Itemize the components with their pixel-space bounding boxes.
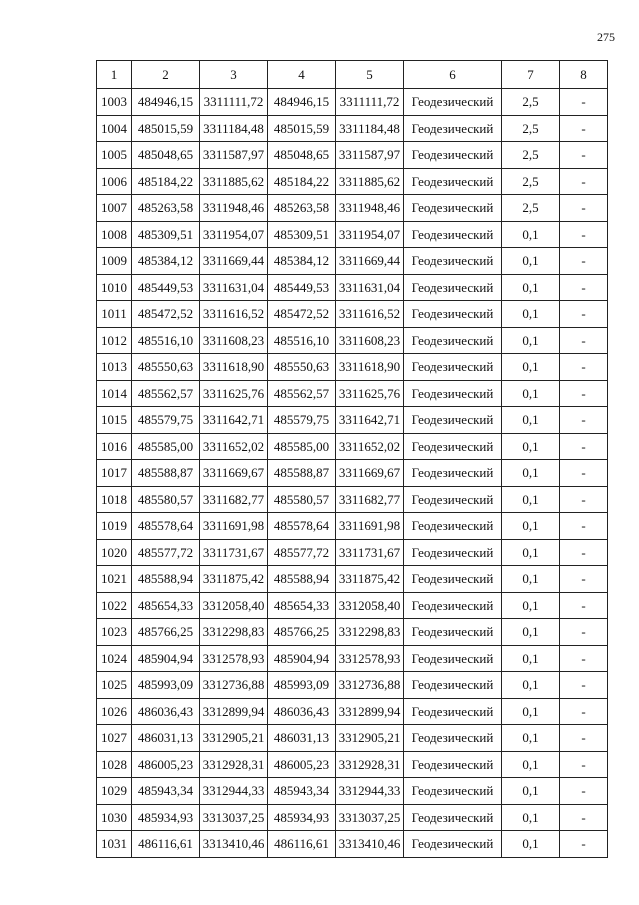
method-cell: Геодезический bbox=[404, 539, 502, 566]
y-coordinate-cell: 3311691,98 bbox=[336, 513, 404, 540]
method-cell: Геодезический bbox=[404, 221, 502, 248]
x-coordinate-cell: 485384,12 bbox=[268, 248, 336, 275]
y-coordinate-cell: 3311875,42 bbox=[336, 566, 404, 593]
description-cell: - bbox=[560, 831, 608, 858]
method-cell: Геодезический bbox=[404, 619, 502, 646]
x-coordinate-cell: 485934,93 bbox=[132, 804, 200, 831]
description-cell: - bbox=[560, 195, 608, 222]
method-cell: Геодезический bbox=[404, 513, 502, 540]
description-cell: - bbox=[560, 725, 608, 752]
accuracy-cell: 0,1 bbox=[502, 380, 560, 407]
x-coordinate-cell: 485579,75 bbox=[132, 407, 200, 434]
y-coordinate-cell: 3312578,93 bbox=[200, 645, 268, 672]
description-cell: - bbox=[560, 672, 608, 699]
accuracy-cell: 0,1 bbox=[502, 592, 560, 619]
table-row bbox=[97, 407, 608, 434]
accuracy-cell: 0,1 bbox=[502, 274, 560, 301]
y-coordinate-cell: 3312944,33 bbox=[200, 778, 268, 805]
description-cell: - bbox=[560, 698, 608, 725]
y-coordinate-cell: 3311184,48 bbox=[336, 115, 404, 142]
y-coordinate-cell: 3311885,62 bbox=[200, 168, 268, 195]
y-coordinate-cell: 3311885,62 bbox=[336, 168, 404, 195]
x-coordinate-cell: 485562,57 bbox=[132, 380, 200, 407]
method-cell: Геодезический bbox=[404, 566, 502, 593]
y-coordinate-cell: 3311616,52 bbox=[336, 301, 404, 328]
method-cell: Геодезический bbox=[404, 115, 502, 142]
y-coordinate-cell: 3311948,46 bbox=[336, 195, 404, 222]
accuracy-cell: 0,1 bbox=[502, 221, 560, 248]
x-coordinate-cell: 485015,59 bbox=[132, 115, 200, 142]
table-row bbox=[97, 89, 608, 116]
coordinates-table bbox=[96, 60, 608, 858]
accuracy-cell: 0,1 bbox=[502, 778, 560, 805]
table-row bbox=[97, 619, 608, 646]
table-row bbox=[97, 804, 608, 831]
y-coordinate-cell: 3311618,90 bbox=[336, 354, 404, 381]
description-cell: - bbox=[560, 513, 608, 540]
x-coordinate-cell: 485048,65 bbox=[268, 142, 336, 169]
table-row bbox=[97, 380, 608, 407]
column-header: 2 bbox=[132, 61, 200, 89]
y-coordinate-cell: 3313037,25 bbox=[336, 804, 404, 831]
point-number-cell: 1003 bbox=[97, 89, 132, 116]
description-cell: - bbox=[560, 645, 608, 672]
y-coordinate-cell: 3311682,77 bbox=[336, 486, 404, 513]
table-row bbox=[97, 672, 608, 699]
point-number-cell: 1015 bbox=[97, 407, 132, 434]
table-row bbox=[97, 592, 608, 619]
description-cell: - bbox=[560, 301, 608, 328]
accuracy-cell: 0,1 bbox=[502, 751, 560, 778]
x-coordinate-cell: 485015,59 bbox=[268, 115, 336, 142]
accuracy-cell: 0,1 bbox=[502, 672, 560, 699]
point-number-cell: 1030 bbox=[97, 804, 132, 831]
method-cell: Геодезический bbox=[404, 354, 502, 381]
description-cell: - bbox=[560, 778, 608, 805]
accuracy-cell: 0,1 bbox=[502, 407, 560, 434]
point-number-cell: 1022 bbox=[97, 592, 132, 619]
x-coordinate-cell: 485580,57 bbox=[132, 486, 200, 513]
x-coordinate-cell: 486031,13 bbox=[132, 725, 200, 752]
x-coordinate-cell: 485585,00 bbox=[132, 433, 200, 460]
point-number-cell: 1008 bbox=[97, 221, 132, 248]
point-number-cell: 1010 bbox=[97, 274, 132, 301]
method-cell: Геодезический bbox=[404, 804, 502, 831]
y-coordinate-cell: 3311669,44 bbox=[336, 248, 404, 275]
description-cell: - bbox=[560, 115, 608, 142]
description-cell: - bbox=[560, 539, 608, 566]
table-row bbox=[97, 115, 608, 142]
page-number: 275 bbox=[597, 30, 615, 44]
accuracy-cell: 2,5 bbox=[502, 168, 560, 195]
x-coordinate-cell: 485585,00 bbox=[268, 433, 336, 460]
method-cell: Геодезический bbox=[404, 486, 502, 513]
point-number-cell: 1017 bbox=[97, 460, 132, 487]
description-cell: - bbox=[560, 89, 608, 116]
method-cell: Геодезический bbox=[404, 831, 502, 858]
point-number-cell: 1023 bbox=[97, 619, 132, 646]
y-coordinate-cell: 3313410,46 bbox=[336, 831, 404, 858]
y-coordinate-cell: 3312736,88 bbox=[200, 672, 268, 699]
method-cell: Геодезический bbox=[404, 592, 502, 619]
point-number-cell: 1027 bbox=[97, 725, 132, 752]
x-coordinate-cell: 484946,15 bbox=[268, 89, 336, 116]
table-row bbox=[97, 301, 608, 328]
point-number-cell: 1028 bbox=[97, 751, 132, 778]
accuracy-cell: 0,1 bbox=[502, 460, 560, 487]
x-coordinate-cell: 485588,94 bbox=[132, 566, 200, 593]
y-coordinate-cell: 3312905,21 bbox=[336, 725, 404, 752]
table-row bbox=[97, 248, 608, 275]
y-coordinate-cell: 3312928,31 bbox=[200, 751, 268, 778]
y-coordinate-cell: 3311731,67 bbox=[336, 539, 404, 566]
y-coordinate-cell: 3311625,76 bbox=[200, 380, 268, 407]
point-number-cell: 1005 bbox=[97, 142, 132, 169]
accuracy-cell: 0,1 bbox=[502, 698, 560, 725]
x-coordinate-cell: 485588,94 bbox=[268, 566, 336, 593]
y-coordinate-cell: 3312899,94 bbox=[336, 698, 404, 725]
y-coordinate-cell: 3311111,72 bbox=[336, 89, 404, 116]
point-number-cell: 1009 bbox=[97, 248, 132, 275]
point-number-cell: 1013 bbox=[97, 354, 132, 381]
table-row bbox=[97, 751, 608, 778]
point-number-cell: 1026 bbox=[97, 698, 132, 725]
accuracy-cell: 0,1 bbox=[502, 831, 560, 858]
table-row bbox=[97, 513, 608, 540]
x-coordinate-cell: 485472,52 bbox=[132, 301, 200, 328]
method-cell: Геодезический bbox=[404, 725, 502, 752]
accuracy-cell: 0,1 bbox=[502, 645, 560, 672]
x-coordinate-cell: 485384,12 bbox=[132, 248, 200, 275]
x-coordinate-cell: 485578,64 bbox=[132, 513, 200, 540]
accuracy-cell: 0,1 bbox=[502, 804, 560, 831]
point-number-cell: 1018 bbox=[97, 486, 132, 513]
table-row bbox=[97, 433, 608, 460]
description-cell: - bbox=[560, 751, 608, 778]
table-row bbox=[97, 486, 608, 513]
accuracy-cell: 0,1 bbox=[502, 327, 560, 354]
y-coordinate-cell: 3311616,52 bbox=[200, 301, 268, 328]
point-number-cell: 1014 bbox=[97, 380, 132, 407]
x-coordinate-cell: 485449,53 bbox=[132, 274, 200, 301]
accuracy-cell: 2,5 bbox=[502, 89, 560, 116]
x-coordinate-cell: 485904,94 bbox=[132, 645, 200, 672]
table-row bbox=[97, 142, 608, 169]
y-coordinate-cell: 3312736,88 bbox=[336, 672, 404, 699]
table-row bbox=[97, 566, 608, 593]
y-coordinate-cell: 3312899,94 bbox=[200, 698, 268, 725]
description-cell: - bbox=[560, 354, 608, 381]
description-cell: - bbox=[560, 566, 608, 593]
method-cell: Геодезический bbox=[404, 778, 502, 805]
x-coordinate-cell: 485449,53 bbox=[268, 274, 336, 301]
accuracy-cell: 0,1 bbox=[502, 619, 560, 646]
y-coordinate-cell: 3312058,40 bbox=[336, 592, 404, 619]
x-coordinate-cell: 485263,58 bbox=[268, 195, 336, 222]
y-coordinate-cell: 3311669,67 bbox=[200, 460, 268, 487]
y-coordinate-cell: 3311184,48 bbox=[200, 115, 268, 142]
y-coordinate-cell: 3311642,71 bbox=[336, 407, 404, 434]
x-coordinate-cell: 486005,23 bbox=[268, 751, 336, 778]
table-row bbox=[97, 274, 608, 301]
point-number-cell: 1012 bbox=[97, 327, 132, 354]
x-coordinate-cell: 486031,13 bbox=[268, 725, 336, 752]
y-coordinate-cell: 3312928,31 bbox=[336, 751, 404, 778]
method-cell: Геодезический bbox=[404, 327, 502, 354]
y-coordinate-cell: 3311587,97 bbox=[200, 142, 268, 169]
description-cell: - bbox=[560, 248, 608, 275]
column-header: 5 bbox=[336, 61, 404, 89]
column-header: 8 bbox=[560, 61, 608, 89]
y-coordinate-cell: 3312298,83 bbox=[200, 619, 268, 646]
y-coordinate-cell: 3313410,46 bbox=[200, 831, 268, 858]
description-cell: - bbox=[560, 460, 608, 487]
table-row bbox=[97, 778, 608, 805]
x-coordinate-cell: 485184,22 bbox=[132, 168, 200, 195]
y-coordinate-cell: 3312058,40 bbox=[200, 592, 268, 619]
table-row bbox=[97, 645, 608, 672]
x-coordinate-cell: 485516,10 bbox=[268, 327, 336, 354]
accuracy-cell: 0,1 bbox=[502, 486, 560, 513]
y-coordinate-cell: 3311669,44 bbox=[200, 248, 268, 275]
table-row bbox=[97, 725, 608, 752]
method-cell: Геодезический bbox=[404, 301, 502, 328]
method-cell: Геодезический bbox=[404, 751, 502, 778]
table-row bbox=[97, 327, 608, 354]
y-coordinate-cell: 3312578,93 bbox=[336, 645, 404, 672]
method-cell: Геодезический bbox=[404, 460, 502, 487]
y-coordinate-cell: 3311669,67 bbox=[336, 460, 404, 487]
x-coordinate-cell: 486116,61 bbox=[268, 831, 336, 858]
y-coordinate-cell: 3311587,97 bbox=[336, 142, 404, 169]
point-number-cell: 1031 bbox=[97, 831, 132, 858]
table-row bbox=[97, 831, 608, 858]
y-coordinate-cell: 3313037,25 bbox=[200, 804, 268, 831]
table-row bbox=[97, 539, 608, 566]
column-header: 4 bbox=[268, 61, 336, 89]
y-coordinate-cell: 3311948,46 bbox=[200, 195, 268, 222]
y-coordinate-cell: 3311631,04 bbox=[200, 274, 268, 301]
point-number-cell: 1007 bbox=[97, 195, 132, 222]
x-coordinate-cell: 485472,52 bbox=[268, 301, 336, 328]
x-coordinate-cell: 485766,25 bbox=[132, 619, 200, 646]
table-row bbox=[97, 354, 608, 381]
table-row bbox=[97, 698, 608, 725]
point-number-cell: 1021 bbox=[97, 566, 132, 593]
y-coordinate-cell: 3311608,23 bbox=[200, 327, 268, 354]
description-cell: - bbox=[560, 142, 608, 169]
accuracy-cell: 2,5 bbox=[502, 142, 560, 169]
accuracy-cell: 2,5 bbox=[502, 195, 560, 222]
x-coordinate-cell: 485309,51 bbox=[268, 221, 336, 248]
method-cell: Геодезический bbox=[404, 407, 502, 434]
method-cell: Геодезический bbox=[404, 248, 502, 275]
y-coordinate-cell: 3311652,02 bbox=[336, 433, 404, 460]
accuracy-cell: 0,1 bbox=[502, 566, 560, 593]
x-coordinate-cell: 486036,43 bbox=[268, 698, 336, 725]
x-coordinate-cell: 485766,25 bbox=[268, 619, 336, 646]
y-coordinate-cell: 3311731,67 bbox=[200, 539, 268, 566]
column-header: 7 bbox=[502, 61, 560, 89]
point-number-cell: 1016 bbox=[97, 433, 132, 460]
accuracy-cell: 0,1 bbox=[502, 301, 560, 328]
y-coordinate-cell: 3312905,21 bbox=[200, 725, 268, 752]
x-coordinate-cell: 485993,09 bbox=[132, 672, 200, 699]
description-cell: - bbox=[560, 433, 608, 460]
point-number-cell: 1029 bbox=[97, 778, 132, 805]
y-coordinate-cell: 3312298,83 bbox=[336, 619, 404, 646]
description-cell: - bbox=[560, 168, 608, 195]
x-coordinate-cell: 485309,51 bbox=[132, 221, 200, 248]
point-number-cell: 1020 bbox=[97, 539, 132, 566]
y-coordinate-cell: 3311691,98 bbox=[200, 513, 268, 540]
x-coordinate-cell: 485550,63 bbox=[268, 354, 336, 381]
point-number-cell: 1006 bbox=[97, 168, 132, 195]
y-coordinate-cell: 3311954,07 bbox=[336, 221, 404, 248]
x-coordinate-cell: 485577,72 bbox=[268, 539, 336, 566]
x-coordinate-cell: 485934,93 bbox=[268, 804, 336, 831]
x-coordinate-cell: 485580,57 bbox=[268, 486, 336, 513]
x-coordinate-cell: 485654,33 bbox=[132, 592, 200, 619]
method-cell: Геодезический bbox=[404, 274, 502, 301]
x-coordinate-cell: 485577,72 bbox=[132, 539, 200, 566]
table-row bbox=[97, 221, 608, 248]
description-cell: - bbox=[560, 486, 608, 513]
column-header: 3 bbox=[200, 61, 268, 89]
x-coordinate-cell: 485184,22 bbox=[268, 168, 336, 195]
point-number-cell: 1024 bbox=[97, 645, 132, 672]
x-coordinate-cell: 484946,15 bbox=[132, 89, 200, 116]
y-coordinate-cell: 3311625,76 bbox=[336, 380, 404, 407]
method-cell: Геодезический bbox=[404, 142, 502, 169]
x-coordinate-cell: 485654,33 bbox=[268, 592, 336, 619]
x-coordinate-cell: 485993,09 bbox=[268, 672, 336, 699]
y-coordinate-cell: 3311631,04 bbox=[336, 274, 404, 301]
description-cell: - bbox=[560, 380, 608, 407]
point-number-cell: 1004 bbox=[97, 115, 132, 142]
accuracy-cell: 0,1 bbox=[502, 539, 560, 566]
x-coordinate-cell: 485263,58 bbox=[132, 195, 200, 222]
y-coordinate-cell: 3312944,33 bbox=[336, 778, 404, 805]
description-cell: - bbox=[560, 221, 608, 248]
x-coordinate-cell: 486005,23 bbox=[132, 751, 200, 778]
description-cell: - bbox=[560, 327, 608, 354]
method-cell: Геодезический bbox=[404, 433, 502, 460]
x-coordinate-cell: 485943,34 bbox=[132, 778, 200, 805]
description-cell: - bbox=[560, 274, 608, 301]
x-coordinate-cell: 485550,63 bbox=[132, 354, 200, 381]
x-coordinate-cell: 485048,65 bbox=[132, 142, 200, 169]
x-coordinate-cell: 485588,87 bbox=[132, 460, 200, 487]
x-coordinate-cell: 485943,34 bbox=[268, 778, 336, 805]
accuracy-cell: 0,1 bbox=[502, 433, 560, 460]
y-coordinate-cell: 3311682,77 bbox=[200, 486, 268, 513]
description-cell: - bbox=[560, 592, 608, 619]
x-coordinate-cell: 485578,64 bbox=[268, 513, 336, 540]
x-coordinate-cell: 485904,94 bbox=[268, 645, 336, 672]
method-cell: Геодезический bbox=[404, 380, 502, 407]
description-cell: - bbox=[560, 619, 608, 646]
point-number-cell: 1011 bbox=[97, 301, 132, 328]
table-header-row bbox=[97, 61, 608, 89]
method-cell: Геодезический bbox=[404, 195, 502, 222]
y-coordinate-cell: 3311875,42 bbox=[200, 566, 268, 593]
method-cell: Геодезический bbox=[404, 89, 502, 116]
method-cell: Геодезический bbox=[404, 698, 502, 725]
method-cell: Геодезический bbox=[404, 168, 502, 195]
method-cell: Геодезический bbox=[404, 672, 502, 699]
y-coordinate-cell: 3311642,71 bbox=[200, 407, 268, 434]
accuracy-cell: 0,1 bbox=[502, 248, 560, 275]
table-body bbox=[97, 89, 608, 858]
x-coordinate-cell: 485588,87 bbox=[268, 460, 336, 487]
accuracy-cell: 0,1 bbox=[502, 725, 560, 752]
method-cell: Геодезический bbox=[404, 645, 502, 672]
description-cell: - bbox=[560, 407, 608, 434]
table-row bbox=[97, 460, 608, 487]
x-coordinate-cell: 485516,10 bbox=[132, 327, 200, 354]
accuracy-cell: 0,1 bbox=[502, 354, 560, 381]
table-row bbox=[97, 168, 608, 195]
x-coordinate-cell: 486036,43 bbox=[132, 698, 200, 725]
y-coordinate-cell: 3311608,23 bbox=[336, 327, 404, 354]
description-cell: - bbox=[560, 804, 608, 831]
y-coordinate-cell: 3311111,72 bbox=[200, 89, 268, 116]
point-number-cell: 1025 bbox=[97, 672, 132, 699]
point-number-cell: 1019 bbox=[97, 513, 132, 540]
accuracy-cell: 2,5 bbox=[502, 115, 560, 142]
column-header: 6 bbox=[404, 61, 502, 89]
column-header: 1 bbox=[97, 61, 132, 89]
y-coordinate-cell: 3311954,07 bbox=[200, 221, 268, 248]
table-row bbox=[97, 195, 608, 222]
x-coordinate-cell: 486116,61 bbox=[132, 831, 200, 858]
y-coordinate-cell: 3311652,02 bbox=[200, 433, 268, 460]
x-coordinate-cell: 485579,75 bbox=[268, 407, 336, 434]
y-coordinate-cell: 3311618,90 bbox=[200, 354, 268, 381]
accuracy-cell: 0,1 bbox=[502, 513, 560, 540]
x-coordinate-cell: 485562,57 bbox=[268, 380, 336, 407]
